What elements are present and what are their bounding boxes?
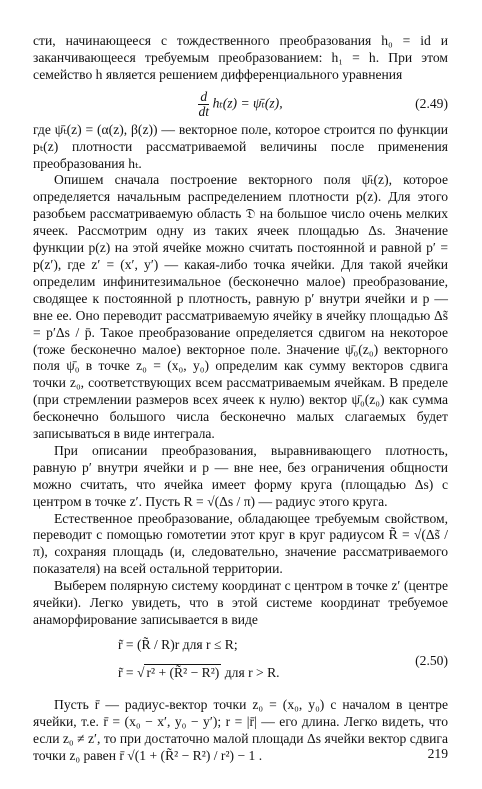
paragraph-7: Пусть r̄ — радиус-вектор точки z₀ = (x₀, y₀) с началом в центре ячейки, т.е. r̄ = (x₀ − x′, y₀ − y′); r = |r̄| — его длина. Легко видеть, что если z₀ ≠ z′, то при достаточно малой площади Δs ячейки вектор сдвига точки z₀ равен r̄ √(1 + (R̃² − R²) / r²) − 1 . bbox=[33, 696, 448, 763]
equation-2-50 bbox=[33, 631, 448, 695]
paragraph-5: Естественное преобразование, обладающее требуемым свойством, переводит с помощью гомотетии этот круг в круг радиусом R̃ = √(Δs̃ / π), сохраняя площадь (и, следовательно, значение рассматриваемого показателя) на всей остальной территории. bbox=[33, 510, 448, 577]
paragraph-1: сти, начинающееся с тождественного преобразования h₀ = id и заканчивающееся требуемым преобразованием: h₁ = h. При этом семейство h является решением дифференциального уравнения bbox=[33, 33, 448, 82]
page-number: 219 bbox=[427, 746, 448, 761]
equation-number: (2.50) bbox=[415, 652, 448, 668]
paragraph-4: При описании преобразования, выравнивающего плотность, равную p′ внутри ячейки и p — вне нее, без ограничения общности можно считать, что ячейка имеет форму круга (площадью Δs) с центром в точке z′. Пусть R = √(Δs / π) — радиус этого круга. bbox=[33, 442, 448, 509]
frac-denominator: dt bbox=[198, 103, 210, 119]
paragraph-2: где ψ̄ₜ(z) = (α(z), β(z)) — векторное поле, которое строится по функции pₜ(z) плотности рассматриваемой величины после применения преобразования hₜ. bbox=[33, 121, 448, 171]
sqrt-expression: r² + (R̃² − R²) bbox=[146, 664, 220, 680]
equation-2-49 bbox=[33, 84, 448, 122]
derivative-fraction bbox=[198, 90, 209, 119]
equation-body: hₜ(z) = ψ̄ₜ(z), bbox=[212, 95, 283, 111]
paragraph-3: Опишем сначала построение векторного поля ψ̄ₜ(z), которое определяется начальным распределением плотности p(z). Для этого разобьем рассматриваемую область 𝔇 на большое число очень мелких ячеек. Рассмотрим одну из таких ячеек площадью Δs. Значение функции p(z) на этой ячейке можно считать постоянной и равной p′ = p(z′), где z′ = (x′, y′) — какая-либо точка ячейки. Для такой ячейки определим инфинитезимальное (бесконечно малое) преобразование, сводящее к постоянной p плотность, равную p′ внутри ячейки и p — вне ее. Оно переводит рассматриваемую ячейку в ячейку площадью Δs̃ = p′Δs / p̄. Такое преобразование определяется сдвигом на некоторое (тоже бесконечно малое) векторное поле. Значение ψ̄₀(z₀) векторного поля ψ̄₀ в точке z₀ = (x₀, y₀) определим как сумму векторов сдвига точки z₀, соответствующих всем рассматриваемым ячейкам. В пределе (при стремлении размеров всех ячеек к нулю) вектор ψ̄₀(z₀) как сумма бесконечно большого числа бесконечно малых слагаемых будет записываться в виде интеграла. bbox=[33, 172, 448, 442]
frac-numerator: d bbox=[200, 88, 208, 104]
equation-row-2: r̃ = √ r² + (R̃² − R²) для r > R. bbox=[118, 664, 280, 680]
paragraph-6: Выберем полярную систему координат с центром в точке z′ (центре ячейки). Легко увидеть, что в этой системе координат требуемое анаморфирование записывается в виде bbox=[33, 578, 448, 627]
equation-row-1: r̃ = (R̃ / R)r для r ≤ R; bbox=[118, 636, 238, 652]
equation-number: (2.49) bbox=[415, 95, 448, 111]
